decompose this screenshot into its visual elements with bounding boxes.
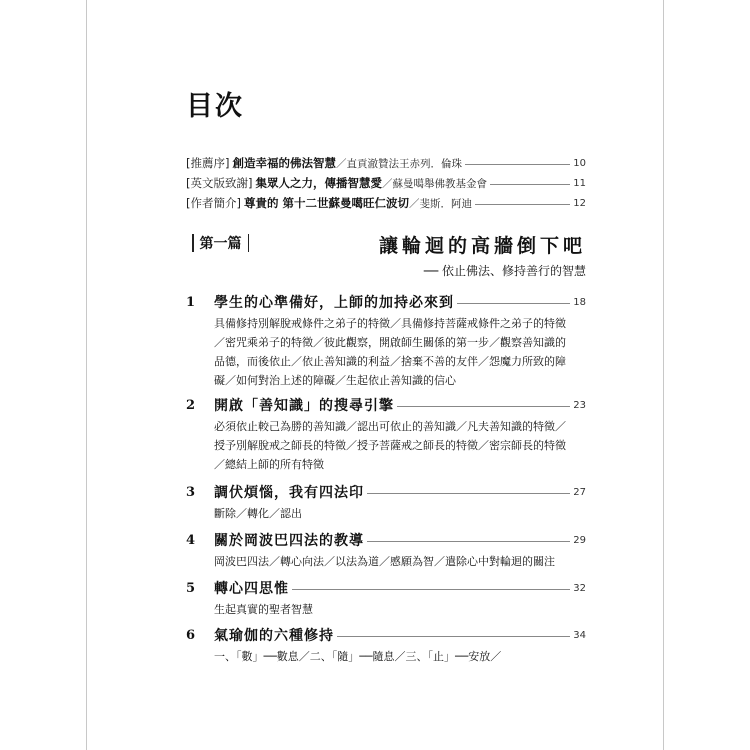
page-number: 34 [573,629,586,641]
chapter-entry[interactable] [186,530,586,571]
front-matter-author: ／直貢澈贊法王赤列．倫珠 [335,157,462,170]
page-number: 27 [573,486,586,498]
chapter-title: 轉心四思惟 [214,581,289,597]
part-bar-left [192,234,194,252]
chapter-number: 6 [186,627,196,643]
front-matter-row[interactable] [186,154,586,172]
chapter-number: 4 [186,532,196,548]
page-number: 18 [573,296,586,308]
dot-leader [465,164,570,165]
front-matter-tag: [英文版致謝] [186,176,253,190]
front-matter-author: ／斐斯．阿迪 [409,197,472,210]
front-matter-title: 創造幸福的佛法智慧 [232,156,336,170]
front-matter-row[interactable] [186,194,586,212]
chapter-number: 2 [186,397,196,413]
front-matter-title: 集眾人之力，傳播智慧愛 [255,176,382,190]
chapter-description: 一、「數」──數息／二、「隨」──隨息／三、「止」──安放／ [214,650,502,663]
dot-leader [367,493,570,494]
chapter-description: 岡波巴四法／轉心向法／以法為道／慼願為智／遣除心中對輪迴的關注 [214,555,555,568]
chapter-description: 斷除／轉化／認出 [214,507,302,520]
chapter-title: 學生的心準備好，上師的加持必來到 [214,295,454,311]
chapter-entry[interactable] [186,482,586,523]
page-number: 29 [573,534,586,546]
page-number: 32 [573,582,586,594]
part-bar-right [248,234,250,252]
front-matter-tag: [推薦序] [186,156,230,170]
chapter-number: 1 [186,294,196,310]
chapter-title: 開啟「善知識」的搜尋引擎 [214,398,394,414]
dot-leader [490,184,570,185]
page-number: 11 [573,177,586,189]
part-subtitle: ── 依止佛法、修持善行的智慧 [423,264,586,278]
dot-leader [292,589,570,590]
chapter-entry[interactable] [186,292,586,390]
chapter-entry[interactable] [186,395,586,474]
front-matter-tag: [作者簡介] [186,196,241,210]
part-title: 讓輪迴的高牆倒下吧 [378,235,586,257]
chapter-entry[interactable] [186,578,586,619]
dot-leader [337,636,570,637]
chapter-entry[interactable] [186,625,586,666]
part-label-text: 第一篇 [199,236,242,252]
page-number: 10 [573,157,586,169]
front-matter-row[interactable] [186,174,586,192]
front-matter-author: ／蘇曼噶舉佛教基金會 [381,177,487,190]
page-number: 12 [573,197,586,209]
chapter-number: 3 [186,484,196,500]
chapter-title: 氣瑜伽的六種修持 [214,628,334,644]
chapter-title: 關於岡波巴四法的教導 [214,533,364,549]
dot-leader [457,303,570,304]
page-number: 23 [573,399,586,411]
chapter-description: 必須依止較己為勝的善知識／認出可依止的善知識／凡夫善知識的特徵／授予別解脫戒之師長的特徵／授予菩薩戒之師長的特徵／密宗師長的特徵／總結上師的所有特徵 [214,420,566,471]
chapter-description: 具備修持別解脫戒條件之弟子的特徵／具備修持菩薩戒條件之弟子的特徵／密咒乘弟子的特徵／彼此觀察，開啟師生關係的第一步／觀察善知識的品德，而後依止／依止善知識的利益／捨棄不善的友伴／怨魔力所致的障礙／如何對治上述的障礙／生起依止善知識的信心 [214,317,566,387]
dot-leader [367,541,570,542]
chapter-description: 生起真實的聖者智慧 [214,603,313,616]
dot-leader [397,406,570,407]
chapter-title: 調伏煩惱，我有四法印 [214,485,364,501]
front-matter-title: 尊貴的 第十二世蘇曼噶旺仁波切 [243,196,409,210]
part-label [186,233,255,253]
chapter-number: 5 [186,580,196,596]
dot-leader [475,204,570,205]
page-title: 目次 [186,91,244,122]
